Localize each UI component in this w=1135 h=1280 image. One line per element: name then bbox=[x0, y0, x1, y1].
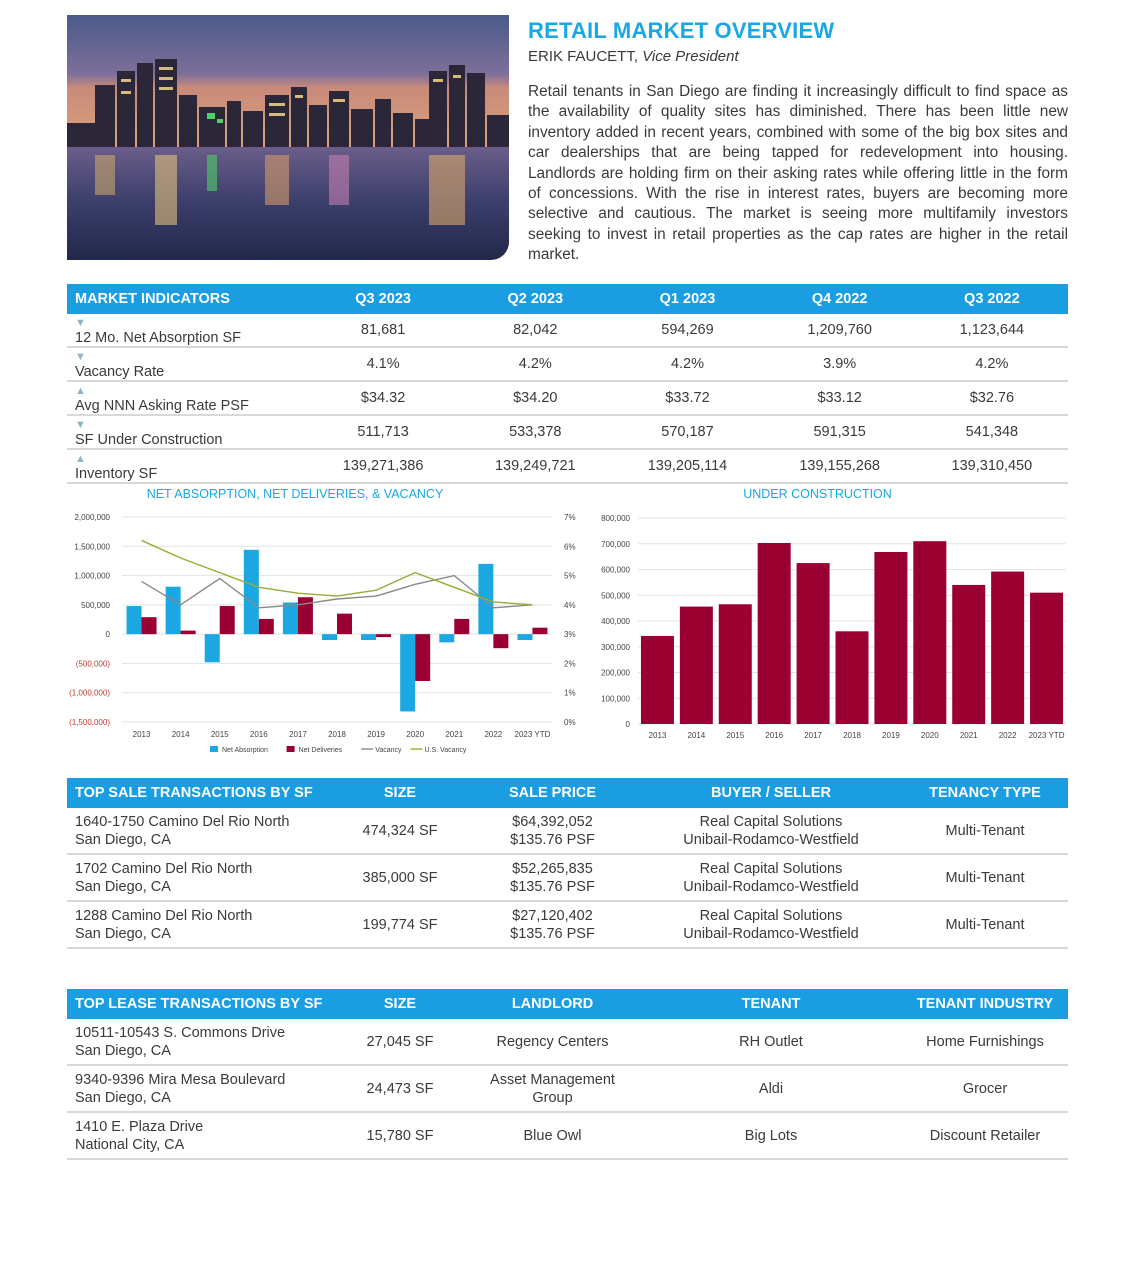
size-cell: 474,324 SF bbox=[335, 808, 465, 854]
indicator-label-cell bbox=[67, 314, 307, 347]
address-line1: 9340-9396 Mira Mesa Boulevard bbox=[75, 1071, 286, 1088]
size-cell: 199,774 SF bbox=[335, 901, 465, 948]
net-absorption-bar bbox=[400, 634, 415, 711]
indicator-label-cell bbox=[67, 415, 307, 449]
indicator-value: 541,348 bbox=[916, 415, 1068, 449]
buyer-seller-line2: Unibail-Rodamco-Westfield bbox=[683, 831, 859, 848]
legend-label: Net Absorption bbox=[222, 747, 268, 754]
indicator-value: 591,315 bbox=[764, 415, 916, 449]
construction-bar bbox=[680, 607, 713, 724]
y2-tick-label: 5% bbox=[564, 571, 576, 581]
net-deliveries-bar bbox=[532, 628, 547, 634]
price-line2: $135.76 PSF bbox=[510, 925, 595, 942]
construction-bar bbox=[913, 541, 946, 724]
y-tick-label: 500,000 bbox=[601, 591, 630, 601]
y2-tick-label: 6% bbox=[564, 542, 576, 552]
arrow-down-icon: ▼ bbox=[75, 317, 86, 329]
indicator-value: 4.2% bbox=[611, 347, 763, 381]
indicator-value: 139,205,114 bbox=[611, 449, 763, 483]
y2-tick-label: 2% bbox=[564, 659, 576, 669]
table-row bbox=[67, 381, 1068, 415]
price-line1: $64,392,052 bbox=[512, 813, 593, 830]
tenant-cell: RH Outlet bbox=[640, 1019, 902, 1065]
column-header: Q3 2022 bbox=[916, 284, 1068, 314]
landlord-line1: Asset Management bbox=[490, 1071, 615, 1088]
net-deliveries-bar bbox=[337, 614, 352, 634]
table-body bbox=[67, 314, 1068, 483]
table-row bbox=[67, 347, 1068, 381]
x-tick-label: 2018 bbox=[328, 730, 346, 739]
construction-bar bbox=[952, 585, 985, 724]
x-tick-label: 2021 bbox=[959, 731, 978, 740]
indicator-label: SF Under Construction bbox=[75, 432, 223, 448]
x-tick-label: 2022 bbox=[998, 731, 1017, 740]
indicator-value: 139,271,386 bbox=[307, 449, 459, 483]
industry-cell: Discount Retailer bbox=[902, 1112, 1068, 1159]
column-header: TENANT INDUSTRY bbox=[902, 989, 1068, 1019]
buyer-seller-cell bbox=[640, 901, 902, 948]
author-name: ERIK FAUCETT, bbox=[528, 48, 639, 65]
indicator-label: Vacancy Rate bbox=[75, 364, 165, 380]
arrow-down-icon: ▼ bbox=[75, 351, 86, 363]
landlord-line2: Group bbox=[532, 1089, 573, 1106]
indicator-value: $34.20 bbox=[459, 381, 611, 415]
landlord-cell: Blue Owl bbox=[465, 1112, 640, 1159]
y-tick-label: 0 bbox=[625, 720, 630, 729]
net-absorption-bar bbox=[244, 550, 259, 634]
construction-bar bbox=[758, 543, 791, 724]
page-title: RETAIL MARKET OVERVIEW bbox=[528, 18, 835, 43]
column-header: Q2 2023 bbox=[459, 284, 611, 314]
legend-swatch bbox=[210, 746, 218, 752]
column-header: SIZE bbox=[335, 778, 465, 808]
construction-bar bbox=[719, 604, 752, 724]
column-header: Q1 2023 bbox=[611, 284, 763, 314]
y-tick-label: 1,500,000 bbox=[74, 542, 110, 552]
indicator-value: $33.72 bbox=[611, 381, 763, 415]
address-line2: San Diego, CA bbox=[75, 925, 171, 942]
indicator-value: 1,209,760 bbox=[764, 314, 916, 347]
legend-label: U.S. Vacancy bbox=[424, 747, 467, 754]
price-cell bbox=[465, 901, 640, 948]
address-line2: San Diego, CA bbox=[75, 1042, 171, 1059]
buyer-seller-line1: Real Capital Solutions bbox=[699, 860, 843, 877]
table-row bbox=[67, 854, 1068, 901]
address-cell bbox=[67, 901, 335, 948]
column-header: BUYER / SELLER bbox=[640, 778, 902, 808]
legend-item bbox=[361, 747, 402, 754]
landlord-cell bbox=[465, 1065, 640, 1112]
indicator-label: Inventory SF bbox=[75, 466, 158, 482]
x-tick-label: 2023 YTD bbox=[514, 730, 551, 739]
net-absorption-bar bbox=[127, 606, 142, 634]
address-line1: 1702 Camino Del Rio North bbox=[75, 860, 253, 877]
indicator-label: 12 Mo. Net Absorption SF bbox=[75, 330, 242, 346]
buyer-seller-line1: Real Capital Solutions bbox=[699, 813, 843, 830]
x-tick-label: 2018 bbox=[843, 731, 861, 740]
net-deliveries-bar bbox=[376, 634, 391, 637]
net-deliveries-bar bbox=[142, 617, 157, 634]
size-cell: 27,045 SF bbox=[335, 1019, 465, 1065]
size-cell: 24,473 SF bbox=[335, 1065, 465, 1112]
net-absorption-bar bbox=[439, 634, 454, 642]
address-line2: San Diego, CA bbox=[75, 878, 171, 895]
indicator-value: 3.9% bbox=[764, 347, 916, 381]
under-construction-chart bbox=[590, 505, 1070, 750]
y-tick-label: 200,000 bbox=[601, 668, 630, 678]
net-absorption-bar bbox=[166, 587, 181, 634]
us-vacancy-line bbox=[142, 540, 533, 604]
legend-label: Vacancy bbox=[375, 747, 402, 754]
y-tick-label: 100,000 bbox=[601, 694, 630, 704]
indicator-value: 533,378 bbox=[459, 415, 611, 449]
y2-tick-label: 4% bbox=[564, 600, 576, 610]
arrow-down-icon: ▼ bbox=[75, 419, 86, 431]
y-tick-label: 300,000 bbox=[601, 642, 630, 652]
net-absorption-bar bbox=[361, 634, 376, 640]
address-line2: National City, CA bbox=[75, 1136, 185, 1153]
lease-transactions-table bbox=[67, 989, 1068, 1160]
author-line bbox=[528, 47, 1068, 67]
construction-bar bbox=[1030, 593, 1063, 724]
column-header: Q3 2023 bbox=[307, 284, 459, 314]
y2-tick-label: 3% bbox=[564, 630, 576, 640]
column-header: Q4 2022 bbox=[764, 284, 916, 314]
indicator-value: 139,249,721 bbox=[459, 449, 611, 483]
indicator-value: $34.32 bbox=[307, 381, 459, 415]
address-line1: 10511-10543 S. Commons Drive bbox=[75, 1024, 286, 1041]
table-row bbox=[67, 314, 1068, 347]
net-absorption-bar bbox=[283, 603, 298, 635]
x-tick-label: 2019 bbox=[882, 731, 900, 740]
indicator-label-cell bbox=[67, 449, 307, 483]
indicator-value: 4.1% bbox=[307, 347, 459, 381]
indicator-value: 82,042 bbox=[459, 314, 611, 347]
arrow-up-icon: ▲ bbox=[75, 453, 86, 465]
x-tick-label: 2020 bbox=[406, 730, 425, 739]
x-tick-label: 2017 bbox=[804, 731, 822, 740]
table-row bbox=[67, 449, 1068, 483]
landlord-cell: Regency Centers bbox=[465, 1019, 640, 1065]
y-tick-label: 700,000 bbox=[601, 539, 630, 549]
address-cell bbox=[67, 1065, 335, 1112]
x-tick-label: 2021 bbox=[445, 730, 464, 739]
indicator-value: 4.2% bbox=[459, 347, 611, 381]
legend-swatch bbox=[287, 746, 295, 752]
indicator-value: 511,713 bbox=[307, 415, 459, 449]
x-tick-label: 2014 bbox=[171, 730, 190, 739]
table-header-row bbox=[67, 989, 1068, 1019]
column-header: LANDLORD bbox=[465, 989, 640, 1019]
x-tick-label: 2016 bbox=[249, 730, 268, 739]
price-line1: $52,265,835 bbox=[512, 860, 593, 877]
indicator-value: 4.2% bbox=[916, 347, 1068, 381]
net-absorption-bar bbox=[517, 634, 532, 640]
address-line2: San Diego, CA bbox=[75, 831, 171, 848]
address-line2: San Diego, CA bbox=[75, 1089, 171, 1106]
y-tick-label: 1,000,000 bbox=[74, 571, 110, 581]
legend-label: Net Deliveries bbox=[298, 747, 343, 754]
address-cell bbox=[67, 1019, 335, 1065]
net-deliveries-bar bbox=[259, 619, 274, 634]
chart-title-under-construction: UNDER CONSTRUCTION bbox=[743, 487, 892, 501]
table-body bbox=[67, 808, 1068, 948]
indicator-value: 1,123,644 bbox=[916, 314, 1068, 347]
address-line1: 1640-1750 Camino Del Rio North bbox=[75, 813, 290, 830]
y2-tick-label: 1% bbox=[564, 688, 576, 698]
x-tick-label: 2019 bbox=[367, 730, 385, 739]
legend-item bbox=[210, 746, 268, 754]
size-cell: 385,000 SF bbox=[335, 854, 465, 901]
size-cell: 15,780 SF bbox=[335, 1112, 465, 1159]
table-header-row bbox=[67, 284, 1068, 314]
indicator-value: 81,681 bbox=[307, 314, 459, 347]
y2-tick-label: 0% bbox=[564, 718, 576, 727]
net-deliveries-bar bbox=[181, 631, 196, 635]
tenancy-cell: Multi-Tenant bbox=[902, 901, 1068, 948]
absorption-chart bbox=[60, 505, 580, 757]
net-deliveries-bar bbox=[493, 634, 508, 648]
x-tick-label: 2015 bbox=[726, 731, 745, 740]
x-tick-label: 2013 bbox=[132, 730, 151, 739]
address-cell bbox=[67, 808, 335, 854]
buyer-seller-line1: Real Capital Solutions bbox=[699, 907, 843, 924]
table-row bbox=[67, 808, 1068, 854]
x-tick-label: 2020 bbox=[920, 731, 939, 740]
price-line2: $135.76 PSF bbox=[510, 878, 595, 895]
overview-paragraph: Retail tenants in San Diego are finding it increasingly difficult to find space as the availability of quality sites has diminished. There has been little new inventory added in recent years, combined with some of the big box sites and car dealerships that are being tapped for redevelopment into housing. Landlords are holding firm on their asking rates while offering little in the form of concessions. With the rise in interest rates, buyers are becoming more selective and cautious. The market is seeing more multifamily investors seeking to invest in retail properties as the cap rates are higher in the retail market. bbox=[528, 83, 1068, 264]
sale-transactions-table bbox=[67, 778, 1068, 949]
indicator-value: 139,155,268 bbox=[764, 449, 916, 483]
y-tick-label: (1,000,000) bbox=[69, 688, 110, 698]
table-row bbox=[67, 1019, 1068, 1065]
column-header: SIZE bbox=[335, 989, 465, 1019]
tenancy-cell: Multi-Tenant bbox=[902, 808, 1068, 854]
column-header: TENANT bbox=[640, 989, 902, 1019]
indicator-label: Avg NNN Asking Rate PSF bbox=[75, 398, 249, 414]
construction-bar bbox=[991, 572, 1024, 724]
column-header: MARKET INDICATORS bbox=[67, 284, 307, 314]
construction-bar bbox=[874, 552, 907, 724]
market-indicators-table bbox=[67, 284, 1068, 484]
chart-title-absorption: NET ABSORPTION, NET DELIVERIES, & VACANCY bbox=[146, 487, 444, 501]
construction-bar bbox=[836, 631, 869, 724]
price-line2: $135.76 PSF bbox=[510, 831, 595, 848]
column-header: TOP LEASE TRANSACTIONS BY SF bbox=[67, 989, 335, 1019]
overview-header bbox=[528, 18, 1068, 281]
construction-bar bbox=[641, 636, 674, 724]
tenant-cell: Aldi bbox=[640, 1065, 902, 1112]
indicator-label-cell bbox=[67, 347, 307, 381]
tenancy-cell: Multi-Tenant bbox=[902, 854, 1068, 901]
indicator-value: 570,187 bbox=[611, 415, 763, 449]
column-header: TENANCY TYPE bbox=[902, 778, 1068, 808]
column-header: SALE PRICE bbox=[465, 778, 640, 808]
net-deliveries-bar bbox=[415, 634, 430, 681]
y-tick-label: 500,000 bbox=[81, 600, 110, 610]
net-deliveries-bar bbox=[454, 619, 469, 634]
buyer-seller-line2: Unibail-Rodamco-Westfield bbox=[683, 878, 859, 895]
y-tick-label: 400,000 bbox=[601, 617, 630, 626]
y-tick-label: (500,000) bbox=[75, 659, 110, 669]
table-row bbox=[67, 1065, 1068, 1112]
x-tick-label: 2014 bbox=[687, 731, 706, 740]
net-deliveries-bar bbox=[220, 606, 235, 634]
address-cell bbox=[67, 854, 335, 901]
y-tick-label: 800,000 bbox=[601, 514, 630, 523]
indicator-label-cell bbox=[67, 381, 307, 415]
x-tick-label: 2023 YTD bbox=[1028, 731, 1065, 740]
industry-cell: Home Furnishings bbox=[902, 1019, 1068, 1065]
x-tick-label: 2017 bbox=[289, 730, 307, 739]
skyline-photo bbox=[67, 15, 509, 260]
address-line1: 1410 E. Plaza Drive bbox=[75, 1118, 204, 1135]
net-absorption-bar bbox=[205, 634, 220, 662]
y-tick-label: 2,000,000 bbox=[74, 513, 110, 522]
price-cell bbox=[465, 854, 640, 901]
x-tick-label: 2022 bbox=[484, 730, 503, 739]
x-tick-label: 2013 bbox=[648, 731, 667, 740]
author-role: Vice President bbox=[642, 48, 739, 65]
construction-bar bbox=[797, 563, 830, 724]
y-tick-label: 0 bbox=[105, 630, 110, 640]
table-header-row bbox=[67, 778, 1068, 808]
arrow-up-icon: ▲ bbox=[75, 385, 86, 397]
net-absorption-bar bbox=[322, 634, 337, 640]
industry-cell: Grocer bbox=[902, 1065, 1068, 1112]
indicator-value: 594,269 bbox=[611, 314, 763, 347]
buyer-seller-cell bbox=[640, 808, 902, 854]
y2-tick-label: 7% bbox=[564, 513, 576, 522]
price-cell bbox=[465, 808, 640, 854]
y-tick-label: 600,000 bbox=[601, 565, 630, 575]
table-body bbox=[67, 1019, 1068, 1159]
indicator-value: $33.12 bbox=[764, 381, 916, 415]
address-line1: 1288 Camino Del Rio North bbox=[75, 907, 253, 924]
y-tick-label: (1,500,000) bbox=[69, 718, 110, 727]
buyer-seller-line2: Unibail-Rodamco-Westfield bbox=[683, 925, 859, 942]
table-row bbox=[67, 901, 1068, 948]
indicator-value: 139,310,450 bbox=[916, 449, 1068, 483]
x-tick-label: 2015 bbox=[210, 730, 229, 739]
tenant-cell: Big Lots bbox=[640, 1112, 902, 1159]
column-header: TOP SALE TRANSACTIONS BY SF bbox=[67, 778, 335, 808]
buyer-seller-cell bbox=[640, 854, 902, 901]
table-row bbox=[67, 415, 1068, 449]
price-line1: $27,120,402 bbox=[512, 907, 593, 924]
address-cell bbox=[67, 1112, 335, 1159]
indicator-value: $32.76 bbox=[916, 381, 1068, 415]
x-tick-label: 2016 bbox=[765, 731, 784, 740]
table-row bbox=[67, 1112, 1068, 1159]
legend-item bbox=[411, 747, 467, 754]
legend-item bbox=[287, 746, 343, 754]
vacancy-line bbox=[142, 576, 533, 608]
